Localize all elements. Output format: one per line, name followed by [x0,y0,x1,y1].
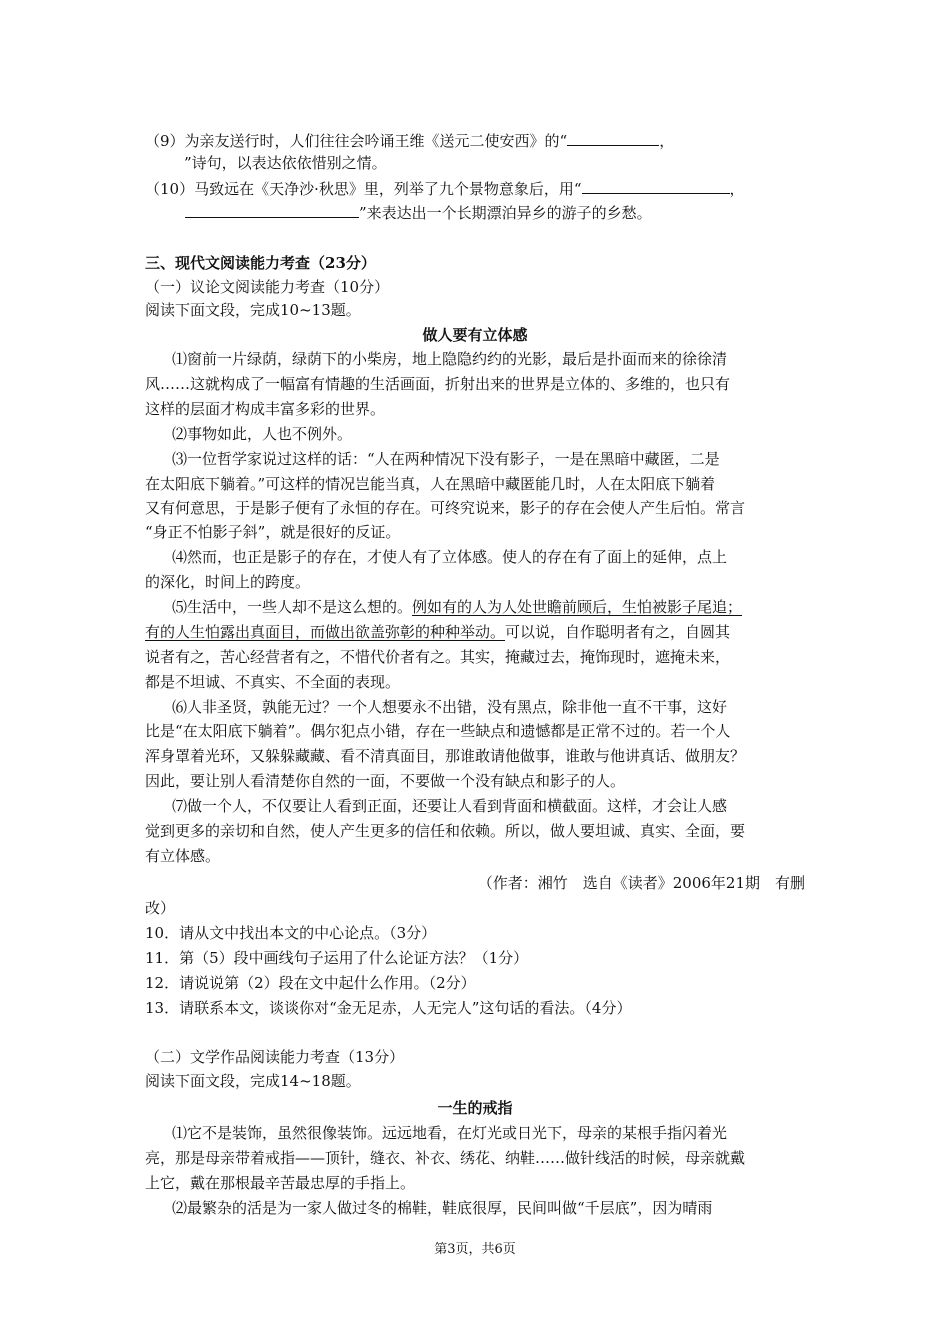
essay-two-line: 上它，戴在那根最辛苦最忠厚的手指上。 [145,1174,416,1192]
essay-two-title: 一生的戒指 [437,1099,513,1117]
essay-one-source: （作者：湘竹 选自《读者》2006年21期 有删 [477,874,805,892]
question-item: 11．第（5）段中画线句子运用了什么论证方法？（1分） [145,949,529,967]
essay-two-line: ⑵最繁杂的活是为一家人做过冬的棉鞋，鞋底很厚，民间叫做“千层底”，因为晴雨 [172,1199,713,1217]
essay-one-line: ⑶一位哲学家说过这样的话：“人在两种情况下没有影子，一是在黑暗中藏匿，二是 [172,450,720,468]
essay-one-line: ⑹人非圣贤，孰能无过？一个人想要永不出错，没有黑点，除非他一直不干事，这好 [172,698,728,716]
part-two-heading: （二）文学作品阅读能力考查（13分） [145,1048,405,1066]
essay-one-line: ⑴窗前一片绿荫，绿荫下的小柴房，地上隐隐约约的光影，最后是扑面而来的徐徐清 [172,350,728,368]
answer-blank[interactable] [567,129,659,146]
part-one-heading: （一）议论文阅读能力考查（10分） [145,278,390,296]
essay-one-line: 这样的层面才构成丰富多彩的世界。 [145,400,386,418]
essay-one-title: 做人要有立体感 [422,326,528,344]
question-9-line-1: （9）为亲友送行时，人们往往会吟诵王维《送元二使安西》的“ ， [145,129,805,152]
question-item: 13．请联系本文，谈谈你对“金无足赤，人无完人”这句话的看法。（4分） [145,999,632,1017]
answer-blank[interactable] [185,201,359,218]
underlined-sentence: 例如有的人为人处世瞻前顾后，生怕被影子尾追； [412,598,743,616]
section-three-heading: 三、现代文阅读能力考查（23分） [145,254,376,272]
essay-one-line: ⑺做一个人，不仅要让人看到正面，还要让人看到背面和横截面。这样，才会让人感 [172,797,728,815]
page-number: 第3页，共6页 [434,1242,516,1257]
essay-one-line: 在太阳底下躺着。”可这样的情况岂能当真，人在黑暗中藏匿能几时，人在太阳底下躺着 [145,475,716,493]
essay-one-line: 风……这就构成了一幅富有情趣的生活画面，折射出来的世界是立体的、多维的，也只有 [145,375,731,393]
underlined-sentence: 有的人生怕露出真面目，而做出欲盖弥彰的种种举动。 [145,623,506,641]
essay-one-line: 又有何意思，于是影子便有了永恒的存在。可终究说来，影子的存在会使人产生后怕。常言 [145,499,746,517]
essay-two-line: ⑴它不是装饰，虽然很像装饰。远远地看，在灯光或日光下，母亲的某根手指闪着光 [172,1124,728,1142]
essay-one-line: 都是不坦诚、不真实、不全面的表现。 [145,673,401,691]
essay-one-line: 浑身罩着光环，又躲躲藏藏、看不清真面目，那谁敢请他做事，谁敢与他讲真话、做朋友？ [145,747,746,765]
essay-two-line: 亮，那是母亲带着戒指——顶针，缝衣、补衣、绣花、纳鞋……做针线活的时候，母亲就戴 [145,1149,746,1167]
essay-one-source-tail: 改） [145,899,176,917]
essay-one-line: ⑷然而，也正是影子的存在，才使人有了立体感。使人的存在有了面上的延伸，点上 [172,548,728,566]
essay-one-paragraph-5-line-1: ⑸生活中，一些人却不是这么想的。例如有的人为人处世瞻前顾后，生怕被影子尾追； [172,598,743,616]
essay-one-line: 的深化，时间上的跨度。 [145,573,311,591]
essay-one-line: “身正不怕影子斜”，就是很好的反证。 [145,523,401,541]
part-two-instruction: 阅读下面文段，完成14~18题。 [145,1072,361,1090]
essay-one-line: 觉到更多的亲切和自然，使人产生更多的信任和依赖。所以，做人要坦诚、真实、全面，要 [145,822,746,840]
essay-one-line: 因此，要让别人看清楚你自然的一面，不要做一个没有缺点和影子的人。 [145,772,626,790]
essay-one-paragraph-5-line-2: 有的人生怕露出真面目，而做出欲盖弥彰的种种举动。可以说，自作聪明者有之，自圆其 [145,623,731,641]
essay-one-line: ⑵事物如此，人也不例外。 [172,425,353,443]
essay-one-line: 比是“在太阳底下躺着”。偶尔犯点小错，存在一些缺点和遗憾都是正常不过的。若一个人 [145,722,731,740]
question-9-line-2: ”诗句，以表达依依惜别之情。 [184,154,387,172]
question-10-line-1: （10）马致远在《天净沙·秋思》里，列举了九个景物意象后，用“ ， [145,177,805,200]
answer-blank[interactable] [582,177,730,194]
question-item: 10．请从文中找出本文的中心论点。（3分） [145,924,437,942]
essay-one-line: 说者有之，苦心经营者有之，不惜代价者有之。其实，掩藏过去，掩饰现时，遮掩未来， [145,648,731,666]
question-item: 12．请说说第（2）段在文中起什么作用。（2分） [145,974,476,992]
part-one-instruction: 阅读下面文段，完成10~13题。 [145,301,361,319]
essay-one-line: 有立体感。 [145,847,221,865]
question-10-line-2: ”来表达出一个长期漂泊异乡的游子的乡愁。 [185,201,805,224]
